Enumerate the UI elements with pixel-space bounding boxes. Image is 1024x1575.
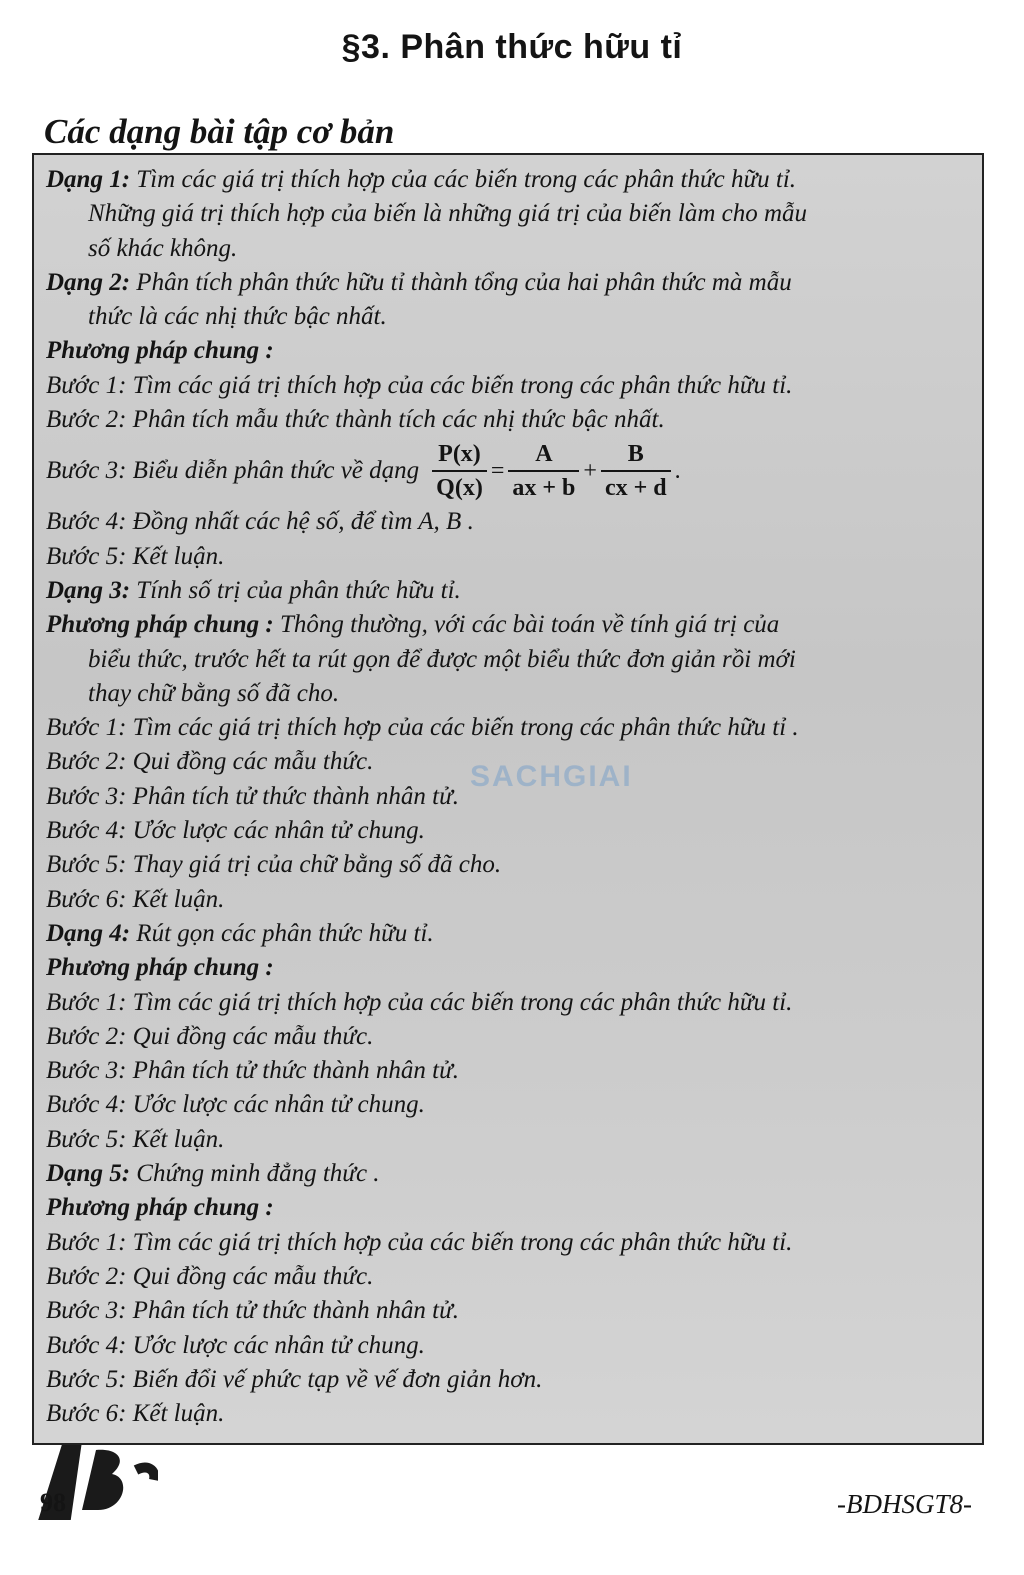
line-text: Bước 4: Đồng nhất các hệ số, để tìm A, B . (46, 508, 474, 536)
line-text: Tính số trị của phân thức hữu tỉ. (130, 576, 461, 604)
line-text: Phân tích phân thức hữu tỉ thành tổng của hai phân thức mà mẫu (130, 268, 792, 296)
line-label: Phương pháp chung : (46, 1194, 274, 1222)
formula-line (46, 437, 968, 505)
second-term-denominator: cx + d (601, 470, 671, 502)
text-line (46, 711, 968, 745)
page-title: §3. Phân thức hữu tỉ (341, 28, 683, 66)
second-term-fraction (601, 440, 671, 502)
line-text: Tìm các giá trị thích hợp của các biến trong các phân thức hữu tỉ. (130, 166, 797, 193)
page-number: 98 (40, 1488, 66, 1517)
line-label: Dạng 4: (46, 919, 131, 947)
line-text: Bước 2: Qui đồng các mẫu thức. (46, 748, 374, 776)
text-line (46, 883, 968, 917)
line-text: Rút gọn các phân thức hữu tỉ. (130, 919, 434, 947)
watermark: SACHGIAI (470, 760, 633, 793)
text-line (46, 1260, 968, 1294)
second-term-numerator: B (627, 441, 644, 468)
formula-prefix: Bước 3: Biểu diễn phân thức về dạng (46, 457, 420, 485)
text-line (46, 163, 968, 197)
line-text: Những giá trị thích hợp của biến là những giá trị của biến làm cho mẫu (88, 200, 808, 228)
text-line (46, 300, 968, 334)
text-line (46, 403, 968, 437)
text-line (46, 848, 968, 882)
text-line (46, 232, 968, 266)
text-line (46, 574, 968, 608)
line-label: Dạng 1: (46, 166, 131, 193)
line-text: biểu thức, trước hết ta rút gọn để được một biểu thức đơn giản rồi mới (88, 645, 796, 673)
line-text: Bước 3: Phân tích tử thức thành nhân tử. (46, 1297, 459, 1325)
text-line (46, 917, 968, 951)
text-line (46, 1054, 968, 1088)
first-term-numerator: A (535, 441, 553, 468)
formula-period: . (674, 457, 681, 484)
line-label: Dạng 2: (46, 268, 131, 296)
equals-sign: = (490, 457, 505, 484)
line-text: Bước 3: Phân tích tử thức thành nhân tử. (46, 1057, 459, 1085)
plus-sign: + (583, 457, 597, 484)
text-line (46, 266, 968, 300)
content-box (32, 153, 984, 1445)
text-line (46, 677, 968, 711)
line-text: thay chữ bằng số đã cho. (88, 679, 340, 707)
line-label: Phương pháp chung : (46, 337, 274, 365)
text-line (46, 369, 968, 403)
line-text: Bước 6: Kết luận. (46, 885, 225, 913)
text-line (46, 540, 968, 574)
line-text: Bước 1: Tìm các giá trị thích hợp của các biến trong các phân thức hữu tỉ . (46, 714, 799, 742)
first-term-denominator: ax + b (508, 470, 579, 502)
line-label: Phương pháp chung : (46, 611, 274, 639)
line-text: Bước 5: Kết luận. (46, 1125, 225, 1153)
line-text: thức là các nhị thức bậc nhất. (88, 303, 387, 331)
content-lines-bottom (46, 505, 968, 1431)
text-line (46, 197, 968, 231)
line-text: Bước 5: Kết luận. (46, 542, 225, 570)
lhs-denominator: Q(x) (432, 470, 487, 502)
text-line (46, 1363, 968, 1397)
section-heading: Các dạng bài tập cơ bản (44, 112, 395, 151)
line-text: Bước 6: Kết luận. (46, 1400, 225, 1428)
text-line (46, 986, 968, 1020)
line-text: Bước 1: Tìm các giá trị thích hợp của các biến trong các phân thức hữu tỉ. (46, 988, 793, 1016)
line-text: Bước 1: Tìm các giá trị thích hợp của các biến trong các phân thức hữu tỉ. (46, 371, 793, 399)
book-code: -BDHSGT8- (837, 1489, 972, 1519)
text-line (46, 1329, 968, 1363)
line-label: Phương pháp chung : (46, 954, 274, 982)
text-line (46, 608, 968, 642)
content-lines-top (46, 163, 968, 437)
text-line (46, 643, 968, 677)
text-line (46, 1123, 968, 1157)
line-text: Bước 4: Ước lược các nhân tử chung. (46, 1091, 425, 1119)
line-text: Bước 2: Phân tích mẫu thức thành tích các nhị thức bậc nhất. (46, 406, 665, 434)
line-text: Bước 3: Phân tích tử thức thành nhân tử. (46, 782, 459, 810)
text-line (46, 1088, 968, 1122)
line-label: Dạng 3: (46, 576, 131, 604)
line-text: Chứng minh đẳng thức . (130, 1160, 380, 1188)
line-label: Dạng 5: (46, 1160, 131, 1188)
line-text: Bước 5: Thay giá trị của chữ bằng số đã cho. (46, 851, 502, 879)
text-line (46, 1397, 968, 1431)
text-line (46, 1191, 968, 1225)
line-text: số khác không. (88, 234, 238, 262)
text-line (46, 951, 968, 985)
first-term-fraction (508, 440, 579, 502)
text-line (46, 1226, 968, 1260)
line-text: Bước 1: Tìm các giá trị thích hợp của các biến trong các phân thức hữu tỉ. (46, 1228, 793, 1256)
lhs-numerator: P(x) (438, 441, 481, 468)
text-line (46, 814, 968, 848)
text-line (46, 505, 968, 539)
text-line (46, 1294, 968, 1328)
line-text: Thông thường, với các bài toán về tính giá trị của (273, 611, 780, 639)
line-text: Bước 5: Biến đổi vế phức tạp về vế đơn giản hơn. (46, 1365, 543, 1393)
line-text: Bước 2: Qui đồng các mẫu thức. (46, 1022, 374, 1050)
line-text: Bước 4: Ước lược các nhân tử chung. (46, 1331, 425, 1359)
line-text: Bước 4: Ước lược các nhân tử chung. (46, 817, 425, 845)
text-line (46, 1157, 968, 1191)
text-line (46, 1020, 968, 1054)
text-line (46, 334, 968, 368)
line-text: Bước 2: Qui đồng các mẫu thức. (46, 1262, 374, 1290)
lhs-fraction (432, 440, 487, 502)
